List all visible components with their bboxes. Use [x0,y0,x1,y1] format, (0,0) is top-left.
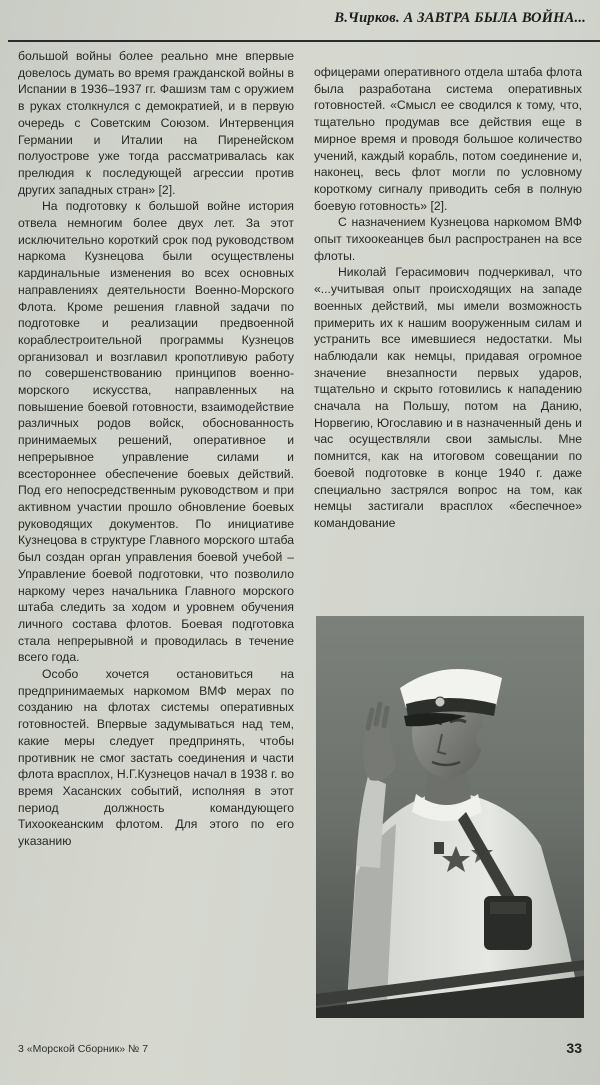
right-text-column [314,64,582,612]
paragraph: Николай Герасимович подчеркивал, что «...учитывая опыт происходящих на западе военных действий, мы имели возможность примерить их к нашим вооруженным силам и устранить все имевшиеся недостатки. Мы наблюдали как немцы, придавая огромное значение внезапности первых ударов, тщательно и скрыто готовились к нападению сначала на Польшу, потом на Данию, Норвегию, Югославию и в назначенный день и час осуществляли свои замыслы. Мне помнится, как на итоговом совещании по боевой подготовке в конце 1940 г. даже специально застрялся вопрос на том, как немцы застигали врасплох «беспечное» командование [314,265,582,530]
running-header [8,0,600,42]
paragraph: С назначением Кузнецова наркомом ВМФ опыт тихоокеанцев был распространен на все флоты. [314,215,582,263]
issue-label: 3 «Морской Сборник» № 7 [18,1043,149,1055]
page-number: 33 [566,1040,582,1056]
paragraph: офицерами оперативного отдела штаба флота была разработана система оперативных готовностей. «Смысл ее сводился к тому, что, тщательно продумав все действия еще в мирное время и проводя большое количество учений, каждый корабль, потом соединение и, наконец, весь флот могли по условному короткому сигналу приводить себя в полную боевую готовность» [2]. [314,65,582,213]
portrait-photo [316,616,584,1018]
running-title: В.Чирков. А ЗАВТРА БЫЛА ВОЙНА... [334,10,586,26]
left-text-column [18,48,294,1038]
paragraph: На подготовку к большой войне история отвела немногим более двух лет. За этот исключительно короткий срок под руководством наркома Кузнецова были осуществлены кардинальные изменения во всех основных направлениях деятельности Военно-Морского Флота. Кроме решения главной задачи по подготовке и реализации предвоенной кораблестроительной программы Кузнецов организовал и возглавил кропотливую работу по совершенствованию принципов военно-морского искусства, направленных на повышение боевой готовности, взаимодействие различных родов войск, обоснованность принимаемых решений, оперативное и непрерывное управление силами и всестороннее обеспечение боевых действий. Под его непосредственным руководством и при активном участии прошло обновление боевых руководящих документов. По инициативе Кузнецова в структуре Главного морского штаба был создан орган управления боевой учебой – Управление боевой подготовки, что позволило наркому через начальника Главного морского штаба следить за ходом и уровнем обучения личного состава флотов. Боевая подготовка стала непрерывной и проводилась в течение всего года. [18,199,294,665]
paragraph: Особо хочется остановиться на предпринимаемых наркомом ВМФ мерах по созданию на флотах системы оперативных готовностей. Впервые задумываться над тем, какие меры следует предпринять, чтобы противник не смог застать соединения и части флота врасплох, Н.Г.Кузнецов начал в 1938 г. во время Хасанских событий, исполняя в этот период должность командующего Тихоокеанским флотом. Для этого по его указанию [18,667,294,849]
saluting-officer-photo [316,616,584,1018]
paragraph: большой войны более реально мне впервые довелось думать во время гражданской войны в Испании в 1936–1937 гг. Фашизм там с оружием в руках столкнулся с демократией, и в первую очередь с Советским Союзом. Интервенция Германии и Италии на Пиренейском полуострове уже тогда рассматривалась как прелюдия к последующей агрессии против других западных стран» [2]. [18,49,294,197]
